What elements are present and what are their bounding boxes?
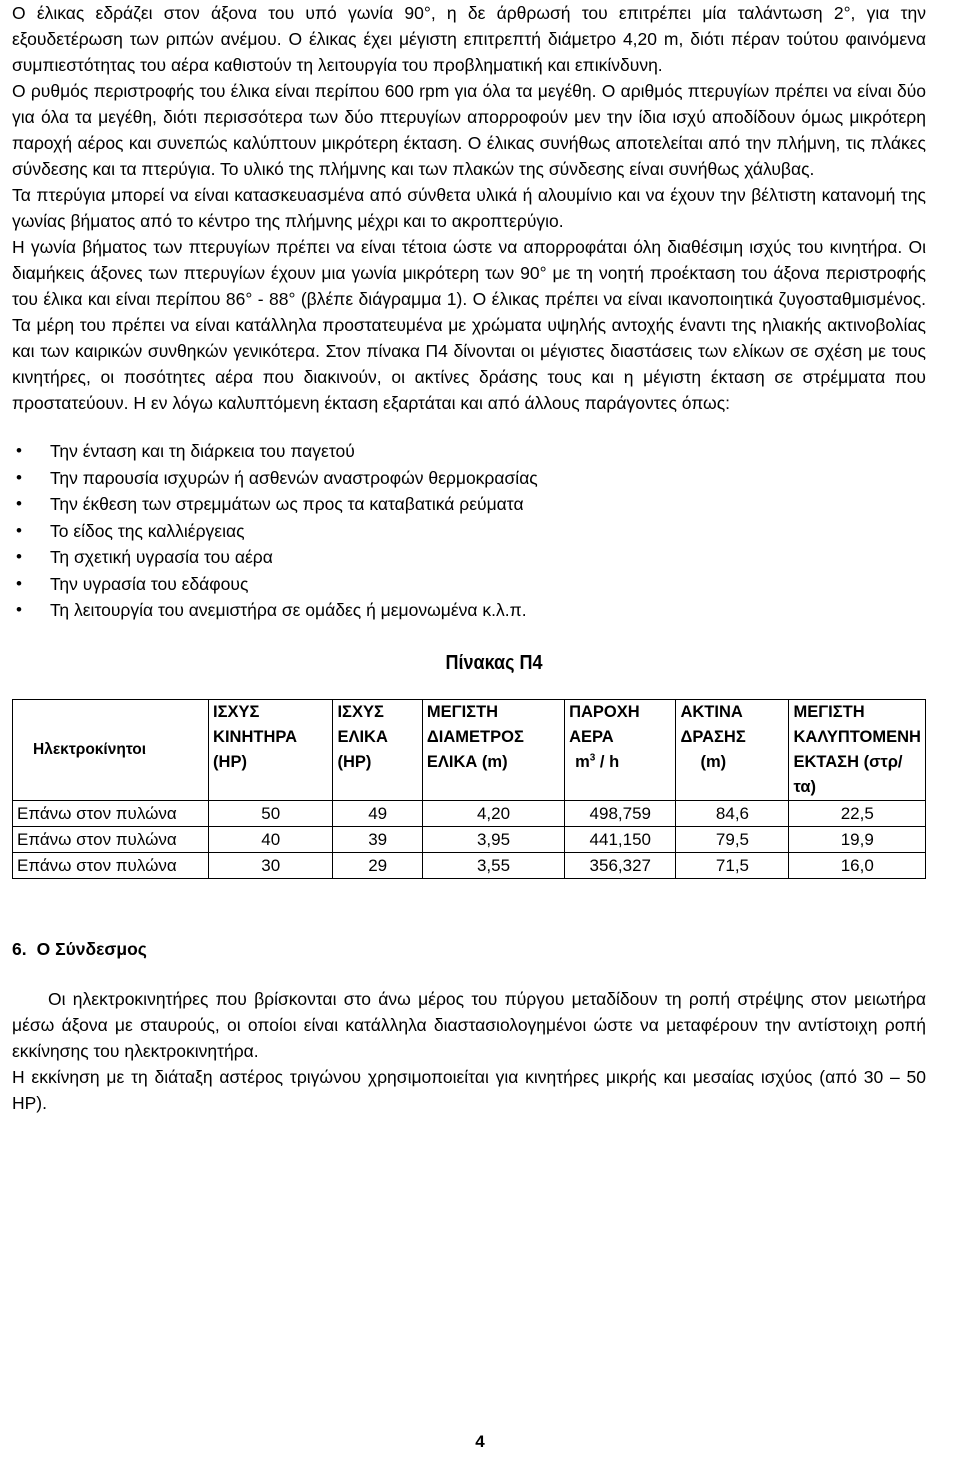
page-number: 4 bbox=[475, 1432, 485, 1451]
header-line: ΙΣΧΥΣ bbox=[337, 702, 384, 721]
table-row bbox=[13, 852, 926, 878]
header-line: ΠΑΡΟΧΗ bbox=[569, 702, 640, 721]
list-item bbox=[12, 465, 926, 492]
paragraph-propeller-mounting: Ο έλικας εδράζει στον άξονα του υπό γωνία 90°, η δε άρθρωσή του επιτρέπει μία ταλάντωση 2°, για την εξουδετέρωση των ριπών ανέμου. Ο έλικας έχει μέγιστη επιτρεπτή διάμετρο 4,20 m, διότι πέραν τούτου φαινόμενα συμπιεστότητας του αέρα καθιστούν τη λειτουργία του προβληματική και επικίνδυνη. bbox=[12, 3, 926, 75]
cell-air-flow: 498,759 bbox=[565, 800, 676, 826]
header-line: ΜΕΓΙΣΤΗ bbox=[793, 702, 865, 721]
cell-motor-type: Επάνω στον πυλώνα bbox=[13, 852, 209, 878]
cell-propeller-power: 49 bbox=[333, 800, 422, 826]
list-item-text: Τη λειτουργία του ανεμιστήρα σε ομάδες ή μεμονωμένα κ.λ.π. bbox=[50, 600, 527, 620]
cell-motor-type: Επάνω στον πυλώνα bbox=[13, 826, 209, 852]
cell-max-area: 19,9 bbox=[789, 826, 926, 852]
bullet-icon: • bbox=[16, 547, 22, 566]
paragraph-coupling: Οι ηλεκτροκινητήρες που βρίσκονται στο άνω μέρος του πύργου μεταδίδουν τη ροπή στρέψης στον μειωτήρα μέσω άξονα με σταυρούς, οι οποίοι είναι κατάλληλα διαστασιολογημένοι ώστε να μεταφέρουν την αντίστοιχη ροπή εκκίνησης του ηλεκτροκινητήρα. bbox=[12, 988, 926, 1061]
header-line: (m) bbox=[700, 752, 727, 771]
cell-max-area: 16,0 bbox=[789, 852, 926, 878]
header-max-area bbox=[789, 699, 926, 800]
list-item-text: Την ένταση και τη διάρκεια του παγετού bbox=[50, 441, 355, 461]
header-line: ΚΑΛΥΠΤΟΜΕΝΗ bbox=[793, 727, 921, 746]
header-line: ΙΣΧΥΣ bbox=[213, 702, 260, 721]
header-line: ΜΕΓΙΣΤΗ bbox=[426, 702, 499, 721]
propeller-table bbox=[12, 699, 926, 879]
cell-motor-power: 30 bbox=[209, 852, 333, 878]
paragraph-rotation-speed: Ο ρυθμός περιστροφής του έλικα είναι περίπου 600 rpm για όλα τα μεγέθη. Ο αριθμός πτερυγίων πρέπει να είναι δύο για όλα τα μεγέθη, διότι περισσότερα των δύο πτερυγίων απορροφούν μεν την ίδια ισχύ αποδίδουν όμως μικρότερη παροχή αέρος και συνεπώς καλύπτουν μικρότερη έκταση. Ο έλικας συνήθως αποτελείται από την πλήμνη, τις πλάκες σύνδεσης και τα πτερύγια. Το υλικό της πλήμνης και των πλακών της σύνδεσης είναι συνήθως χάλυβας. bbox=[12, 81, 926, 179]
list-item bbox=[12, 518, 926, 545]
bullet-icon: • bbox=[16, 600, 22, 619]
list-item bbox=[12, 491, 926, 518]
cell-max-diameter: 3,95 bbox=[422, 826, 564, 852]
paragraph-star-delta: Η εκκίνηση με τη διάταξη αστέρος τριγώνου χρησιμοποιείται για κινητήρες μικρής και μεσαίας ισχύος (από 30 – 50 HP). bbox=[12, 1066, 926, 1113]
header-line bbox=[569, 750, 671, 775]
cell-air-flow: 356,327 bbox=[565, 852, 676, 878]
header-line: ΕΛΙΚΑ bbox=[337, 727, 388, 746]
header-max-diameter bbox=[422, 699, 564, 800]
cell-radius: 84,6 bbox=[676, 800, 789, 826]
cell-motor-power: 40 bbox=[209, 826, 333, 852]
list-item-text: Την έκθεση των στρεμμάτων ως προς τα καταβατικά ρεύματα bbox=[50, 494, 524, 514]
header-line: ΚΙΝΗΤΗΡΑ bbox=[213, 727, 298, 746]
section-number: 6. bbox=[12, 938, 27, 959]
paragraph-blade-materials: Τα πτερύγια μπορεί να είναι κατασκευασμένα από σύνθετα υλικά ή αλουμίνιο και να έχουν την βέλτιστη κατανομή της γωνίας βήματος από το κέντρο της πλήμνης μέχρι και το ακροπτερύγιο. bbox=[12, 185, 926, 231]
header-motor-power bbox=[209, 699, 333, 800]
unit-m: m bbox=[575, 752, 590, 771]
cell-motor-power: 50 bbox=[209, 800, 333, 826]
header-radius bbox=[676, 699, 789, 800]
header-line: (HP) bbox=[337, 752, 372, 771]
list-item-text: Την υγρασία του εδάφους bbox=[50, 573, 249, 594]
document-page bbox=[12, 0, 926, 1116]
bullet-icon: • bbox=[16, 467, 22, 487]
paragraph-pitch-angle: Η γωνία βήματος των πτερυγίων πρέπει να είναι τέτοια ώστε να απορροφάται όλη διαθέσιμη ισχύς του κινητήρα. Οι διαμήκεις άξονες των πτερυγίων έχουν μια γωνία μικρότερη των 90° με τη νοητή προέκταση του άξονα περιστροφής του έλικα και είναι περίπου 86° - 88° (βλέπε διάγραμμα 1). Ο έλικας πρέπει να είναι ικανοποιητικά ζυγοσταθμισμένος. Τα μέρη του πρέπει να είναι κατάλληλα προστατευμένα με χρώματα υψηλής αντοχής έναντι της ηλιακής ακτινοβολίας και των καιρικών συνθηκών γενικότερα. Στον πίνακα Π4 δίνονται οι μέγιστες διαστάσεις των ελίκων σε σχέση με τους κινητήρες, οι ποσότητες αέρα που διακινούν, οι ακτίνες δράσης τους και η μέγιστη έκταση σε στρέμματα που προστατεύουν. Η εν λόγω καλυπτόμενη έκταση εξαρτάται και από άλλους παράγοντες όπως: bbox=[12, 237, 926, 413]
table-header-row bbox=[13, 699, 926, 800]
section-heading bbox=[12, 939, 926, 960]
header-line: ΔΡΑΣΗΣ bbox=[680, 727, 746, 746]
table-row bbox=[13, 800, 926, 826]
factors-list bbox=[12, 438, 926, 624]
cell-max-diameter: 4,20 bbox=[422, 800, 564, 826]
bullet-icon: • bbox=[16, 494, 22, 513]
cell-max-diameter: 3,55 bbox=[422, 852, 564, 878]
bullet-icon: • bbox=[16, 520, 22, 540]
cell-radius: 71,5 bbox=[676, 852, 789, 878]
section-title: Ο Σύνδεσμος bbox=[36, 938, 147, 959]
header-line: (HP) bbox=[213, 752, 247, 771]
unit-tail: / h bbox=[595, 752, 620, 771]
bullet-icon: • bbox=[16, 441, 22, 460]
list-item-text: Τη σχετική υγρασία του αέρα bbox=[50, 547, 273, 567]
list-item bbox=[12, 571, 926, 598]
table-title: Πίνακας Π4 bbox=[445, 651, 543, 674]
header-propeller-power bbox=[333, 699, 422, 800]
list-item bbox=[12, 597, 926, 624]
cell-max-area: 22,5 bbox=[789, 800, 926, 826]
header-line: ΑΕΡΑ bbox=[569, 727, 614, 746]
cell-propeller-power: 39 bbox=[333, 826, 422, 852]
header-line: ΔΙΑΜΕΤΡΟΣ bbox=[426, 727, 524, 746]
unit-superscript: 3 bbox=[589, 752, 596, 763]
list-item bbox=[12, 544, 926, 571]
list-item bbox=[12, 438, 926, 465]
table-row bbox=[13, 826, 926, 852]
cell-air-flow: 441,150 bbox=[565, 826, 676, 852]
header-line: ΕΚΤΑΣΗ (στρ/τα) bbox=[793, 752, 903, 796]
header-motors: Ηλεκτροκίνητοι bbox=[13, 699, 209, 800]
list-item-text: Το είδος της καλλιέργειας bbox=[50, 520, 245, 541]
header-air-flow bbox=[565, 699, 676, 800]
cell-motor-type: Επάνω στον πυλώνα bbox=[13, 800, 209, 826]
header-line: ΑΚΤΙΝΑ bbox=[680, 702, 743, 721]
header-line: ΕΛΙΚΑ (m) bbox=[426, 752, 508, 771]
list-item-text: Την παρουσία ισχυρών ή ασθενών αναστροφών θερμοκρασίας bbox=[50, 467, 538, 488]
cell-propeller-power: 29 bbox=[333, 852, 422, 878]
bullet-icon: • bbox=[16, 573, 22, 593]
cell-radius: 79,5 bbox=[676, 826, 789, 852]
